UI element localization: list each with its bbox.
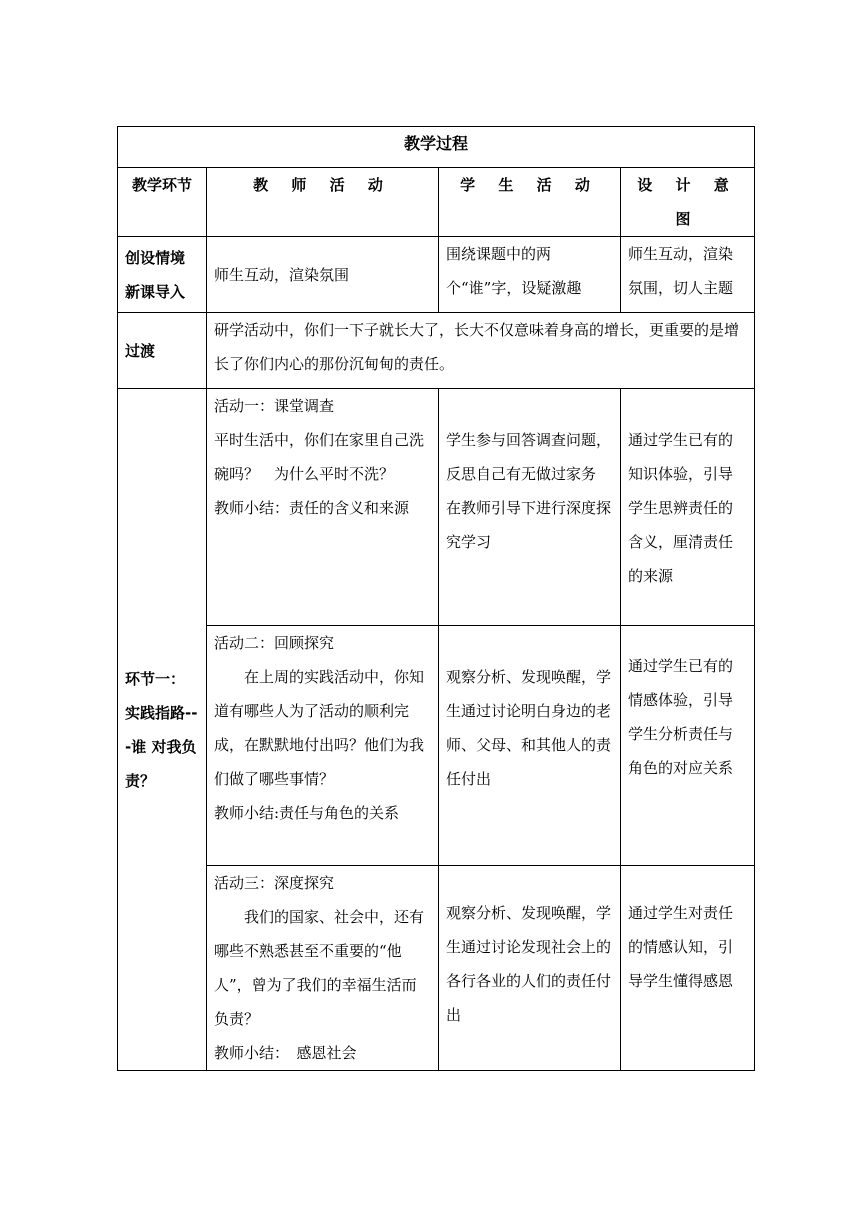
activity-1-body: 平时生活中，你们在家里自己洗碗吗？ 为什么平时不洗？ [214, 431, 425, 483]
student-activity-2: 观察分析、发现唤醒，学生通过讨论明白身边的老师、父母、和其他人的责任付出 [439, 626, 621, 866]
student-intro: 围绕课题中的两个“谁”字，设疑激趣 [439, 237, 621, 313]
teacher-intro: 师生互动，渲染氛围 [207, 237, 439, 313]
stage-transition: 过渡 [118, 313, 207, 389]
table-row-intro [118, 237, 755, 313]
activity-2-title: 活动二：回顾探究 [214, 634, 335, 652]
activity-3-summary: 教师小结： 感恩社会 [214, 1044, 357, 1062]
activity-1-student-b: 在教师引导下进行深度探究学习 [446, 499, 612, 551]
table-header-row [118, 168, 755, 237]
table-title: 教学过程 [118, 127, 755, 168]
table-row-activity-1 [118, 389, 755, 626]
intent-activity-2: 通过学生已有的情感体验，引导学生分析责任与角色的对应关系 [621, 626, 755, 866]
activity-3-title: 活动三：深度探究 [214, 874, 335, 892]
table-title-row [118, 127, 755, 168]
table-row-transition [118, 313, 755, 389]
intent-intro: 师生互动，渲染氛围，切人主题 [621, 237, 755, 313]
teacher-activity-2 [207, 626, 439, 866]
header-student: 学 生 活 动 [439, 168, 621, 237]
teacher-activity-1 [207, 389, 439, 626]
activity-3-body: 我们的国家、社会中，还有哪些不熟悉甚至不重要的“他人”，曾为了我们的幸福生活而负责？ [214, 908, 425, 1028]
intent-activity-1: 通过学生已有的知识体验，引导学生思辨责任的含义，厘清责任的来源 [621, 389, 755, 626]
header-stage: 教学环节 [118, 168, 207, 237]
teacher-activity-3 [207, 866, 439, 1071]
lesson-sheet [117, 126, 754, 1071]
header-teacher: 教 师 活 动 [207, 168, 439, 237]
student-activity-3: 观察分析、发现唤醒，学生通过讨论发现社会上的各行各业的人们的责任付出 [439, 866, 621, 1071]
student-activity-1 [439, 389, 621, 626]
table-row-activity-2 [118, 626, 755, 866]
activity-1-title: 活动一：课堂调查 [214, 397, 335, 415]
stage-intro: 创设情境新课导入 [118, 237, 207, 313]
activity-1-summary: 教师小结：责任的含义和来源 [214, 499, 410, 517]
activity-2-summary: 教师小结:责任与角色的关系 [214, 804, 400, 822]
activity-1-student-a: 学生参与回答调查问题，反思自己有无做过家务 [446, 431, 612, 483]
intent-activity-3: 通过学生对责任的情感认知，引导学生懂得感恩 [621, 866, 755, 1071]
teaching-process-table [117, 126, 755, 1071]
table-row-activity-3 [118, 866, 755, 1071]
transition-text: 研学活动中，你们一下子就长大了，长大不仅意味着身高的增长，更重要的是增长了你们内心的那份沉甸甸的责任。 [207, 313, 755, 389]
header-intent: 设 计 意 图 [621, 168, 755, 237]
activity-2-body: 在上周的实践活动中，你知道有哪些人为了活动的顺利完成，在默默地付出吗？他们为我们做了哪些事情？ [214, 668, 425, 788]
stage-section-1: 环节一：实践指路---谁 对我负责？ [118, 389, 207, 1071]
